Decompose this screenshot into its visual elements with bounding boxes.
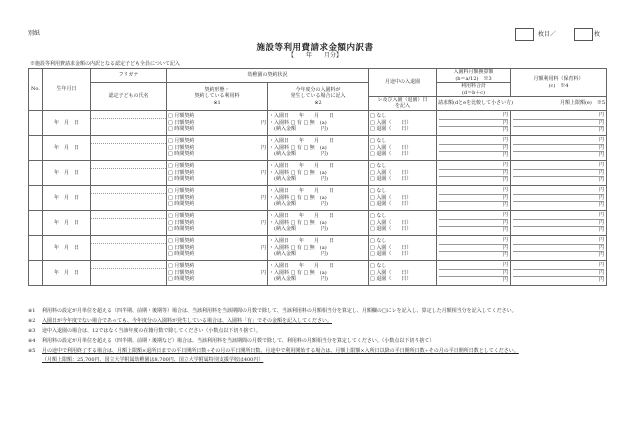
monthly-amount-cell[interactable]: 円 円 円	[437, 185, 511, 210]
sheet-total-suffix: 枚	[594, 31, 601, 38]
row-number-cell[interactable]	[29, 160, 43, 185]
row-number-cell[interactable]	[29, 210, 43, 235]
contract-type-cell[interactable]: □ 月額契約 □ 日額契約 円 □ 時間契約	[167, 260, 268, 285]
fee-claim-cell[interactable]: 円 円 円	[511, 135, 607, 160]
instruction-text: ※施設等利用費請求金額の内訳となる認定子ども全員について記入	[30, 61, 180, 67]
row-number-cell[interactable]	[29, 185, 43, 210]
monthly-amount-cell[interactable]: 円 円 円	[437, 160, 511, 185]
row-number-cell[interactable]	[29, 110, 43, 135]
fee-claim-cell[interactable]: 円 円 円	[511, 235, 607, 260]
birthdate-cell[interactable]: 年 月 日	[43, 260, 91, 285]
midway-cell[interactable]: □ なし □ 入園（ 日） □ 退園（ 日）	[369, 185, 437, 210]
birthdate-cell[interactable]: 年 月 日	[43, 210, 91, 235]
row-number-cell[interactable]	[29, 135, 43, 160]
sheet-total-box[interactable]	[574, 28, 593, 41]
midway-cell[interactable]: □ なし □ 入園（ 日） □ 退園（ 日）	[369, 135, 437, 160]
table-row	[29, 260, 607, 285]
birthdate-cell[interactable]: 年 月 日	[43, 135, 91, 160]
col-child-name: 認定子どもの氏名	[91, 83, 167, 111]
sheet-count-suffix: 枚目／	[538, 31, 557, 38]
contract-type-cell[interactable]: □ 月額契約 □ 日額契約 円 □ 時間契約	[167, 185, 268, 210]
admission-fee-cell[interactable]: ・入園日 年 月 日 ・入園料 □ 有 □ 無 (a) (納入金額 円)	[268, 260, 369, 285]
contract-type-cell[interactable]: □ 月額契約 □ 日額契約 円 □ 時間契約	[167, 160, 268, 185]
midway-cell[interactable]: □ なし □ 入園（ 日） □ 退園（ 日）	[369, 235, 437, 260]
contract-type-cell[interactable]: □ 月額契約 □ 日額契約 円 □ 時間契約	[167, 235, 268, 260]
table-row	[29, 135, 607, 160]
row-number-cell[interactable]	[29, 235, 43, 260]
appendix-label: 別紙	[28, 30, 41, 37]
fee-claim-cell[interactable]: 円 円 円	[511, 110, 607, 135]
claim-breakdown-table	[28, 68, 607, 286]
note-item: （月額上限額：25,700円、国立大学附属幼稚園は8,700円、国立大学附属特別支援学校は400円）	[42, 357, 264, 364]
contract-type-cell[interactable]: □ 月額契約 □ 日額契約 円 □ 時間契約	[167, 210, 268, 235]
sheet-number-box[interactable]	[515, 28, 534, 41]
contract-type-cell[interactable]: □ 月額契約 □ 日額契約 円 □ 時間契約	[167, 110, 268, 135]
note-item: ※2 入園日が今年度でない場合であっても、今年度分の入園料が発生している場合は、入園料「有」でその金額を記入してください。	[28, 317, 332, 324]
birthdate-cell[interactable]: 年 月 日	[43, 185, 91, 210]
name-cell[interactable]	[91, 235, 167, 260]
col-contract-status: 幼稚園の契約状況	[167, 69, 369, 83]
note-item: ※3 途中入退園の場合は、12ではなく当該年度の在籍月数で除してください（小数点以下切り捨て）。	[28, 327, 261, 334]
note-item: ※5 月の途中で利用終了する場合は、月額上限額×退所日までの平日開所日数÷その月の平日開所日数、月途中で利用開始する場合は、月額上限額×入所日以降の平日開所日数÷その月の平日開所日数としてください。	[28, 347, 519, 354]
admission-fee-cell[interactable]: ・入園日 年 月 日 ・入園料 □ 有 □ 無 (a) (納入金額 円)	[268, 235, 369, 260]
fee-claim-cell[interactable]: 円 円 円	[511, 260, 607, 285]
col-claim-header: 請求額(dとeを比較して小さい方) 月額上限額(e) ※5	[437, 97, 607, 111]
midway-cell[interactable]: □ なし □ 入園（ 日） □ 退園（ 日）	[369, 160, 437, 185]
table-row	[29, 210, 607, 235]
name-cell[interactable]	[91, 160, 167, 185]
monthly-amount-cell[interactable]: 円 円 円	[437, 235, 511, 260]
name-cell[interactable]	[91, 135, 167, 160]
col-midway-sub: レ及び入園（退園）日 を記入	[369, 97, 437, 111]
col-furigana: フリガナ	[91, 69, 167, 83]
admission-fee-cell[interactable]: ・入園日 年 月 日 ・入園料 □ 有 □ 無 (a) (納入金額 円)	[268, 135, 369, 160]
table-row	[29, 160, 607, 185]
table-row	[29, 235, 607, 260]
midway-cell[interactable]: □ なし □ 入園（ 日） □ 退園（ 日）	[369, 260, 437, 285]
contract-type-cell[interactable]: □ 月額契約 □ 日額契約 円 □ 時間契約	[167, 135, 268, 160]
table-row	[29, 185, 607, 210]
col-no: No.	[29, 69, 43, 111]
col-admission-monthly: 入園料月額換算額 (b＝a/12) ※3	[437, 69, 511, 83]
name-cell[interactable]	[91, 185, 167, 210]
fee-claim-cell[interactable]: 円 円 円	[511, 210, 607, 235]
name-cell[interactable]	[91, 260, 167, 285]
col-admission-fee: 今年度分の入園料が 発生している場合に記入 ※2	[268, 83, 369, 111]
admission-fee-cell[interactable]: ・入園日 年 月 日 ・入園料 □ 有 □ 無 (a) (納入金額 円)	[268, 210, 369, 235]
document-title: 施設等利用費請求金額内訳書	[256, 43, 374, 53]
col-birthdate: 生年月日	[43, 69, 91, 111]
admission-fee-cell[interactable]: ・入園日 年 月 日 ・入園料 □ 有 □ 無 (a) (納入金額 円)	[268, 110, 369, 135]
col-usage-total: 利用料合計 (d＝b＋c)	[437, 83, 511, 97]
name-cell[interactable]	[91, 110, 167, 135]
col-contract-type: 契約形態・ 契約している利用料 ※1	[167, 83, 268, 111]
col-monthly-fee: 月額利用料（保育料） (c) ※4	[511, 69, 607, 97]
monthly-amount-cell[interactable]: 円 円 円	[437, 110, 511, 135]
col-midway: 月途中の入退園	[369, 69, 437, 97]
monthly-amount-cell[interactable]: 円 円 円	[437, 210, 511, 235]
admission-fee-cell[interactable]: ・入園日 年 月 日 ・入園料 □ 有 □ 無 (a) (納入金額 円)	[268, 185, 369, 210]
table-row	[29, 110, 607, 135]
billing-period: 【 年 月分】	[287, 52, 342, 59]
fee-claim-cell[interactable]: 円 円 円	[511, 160, 607, 185]
row-number-cell[interactable]	[29, 260, 43, 285]
monthly-amount-cell[interactable]: 円 円 円	[437, 135, 511, 160]
note-item: ※1 利用料の設定が月単位を超える（四半期、前期・後期等）場合は、当該利用料を当該期間の月数で除して、当該利用料の月額相当分を算定し、月額欄の□にレを記入し、算定した月額相当分を記入してください。	[28, 308, 517, 314]
birthdate-cell[interactable]: 年 月 日	[43, 110, 91, 135]
name-cell[interactable]	[91, 210, 167, 235]
notes-section	[28, 308, 608, 367]
birthdate-cell[interactable]: 年 月 日	[43, 160, 91, 185]
monthly-amount-cell[interactable]: 円 円 円	[437, 260, 511, 285]
note-item: ※4 利用料の設定が月単位を超える（四半期、前期・後期など）場合は、当該利用料を当該期間の月数で除して、利用料の月額相当分を算定してください。（小数点以下切り捨て）	[28, 337, 435, 344]
midway-cell[interactable]: □ なし □ 入園（ 日） □ 退園（ 日）	[369, 110, 437, 135]
midway-cell[interactable]: □ なし □ 入園（ 日） □ 退園（ 日）	[369, 210, 437, 235]
fee-claim-cell[interactable]: 円 円 円	[511, 185, 607, 210]
birthdate-cell[interactable]: 年 月 日	[43, 235, 91, 260]
admission-fee-cell[interactable]: ・入園日 年 月 日 ・入園料 □ 有 □ 無 (a) (納入金額 円)	[268, 160, 369, 185]
